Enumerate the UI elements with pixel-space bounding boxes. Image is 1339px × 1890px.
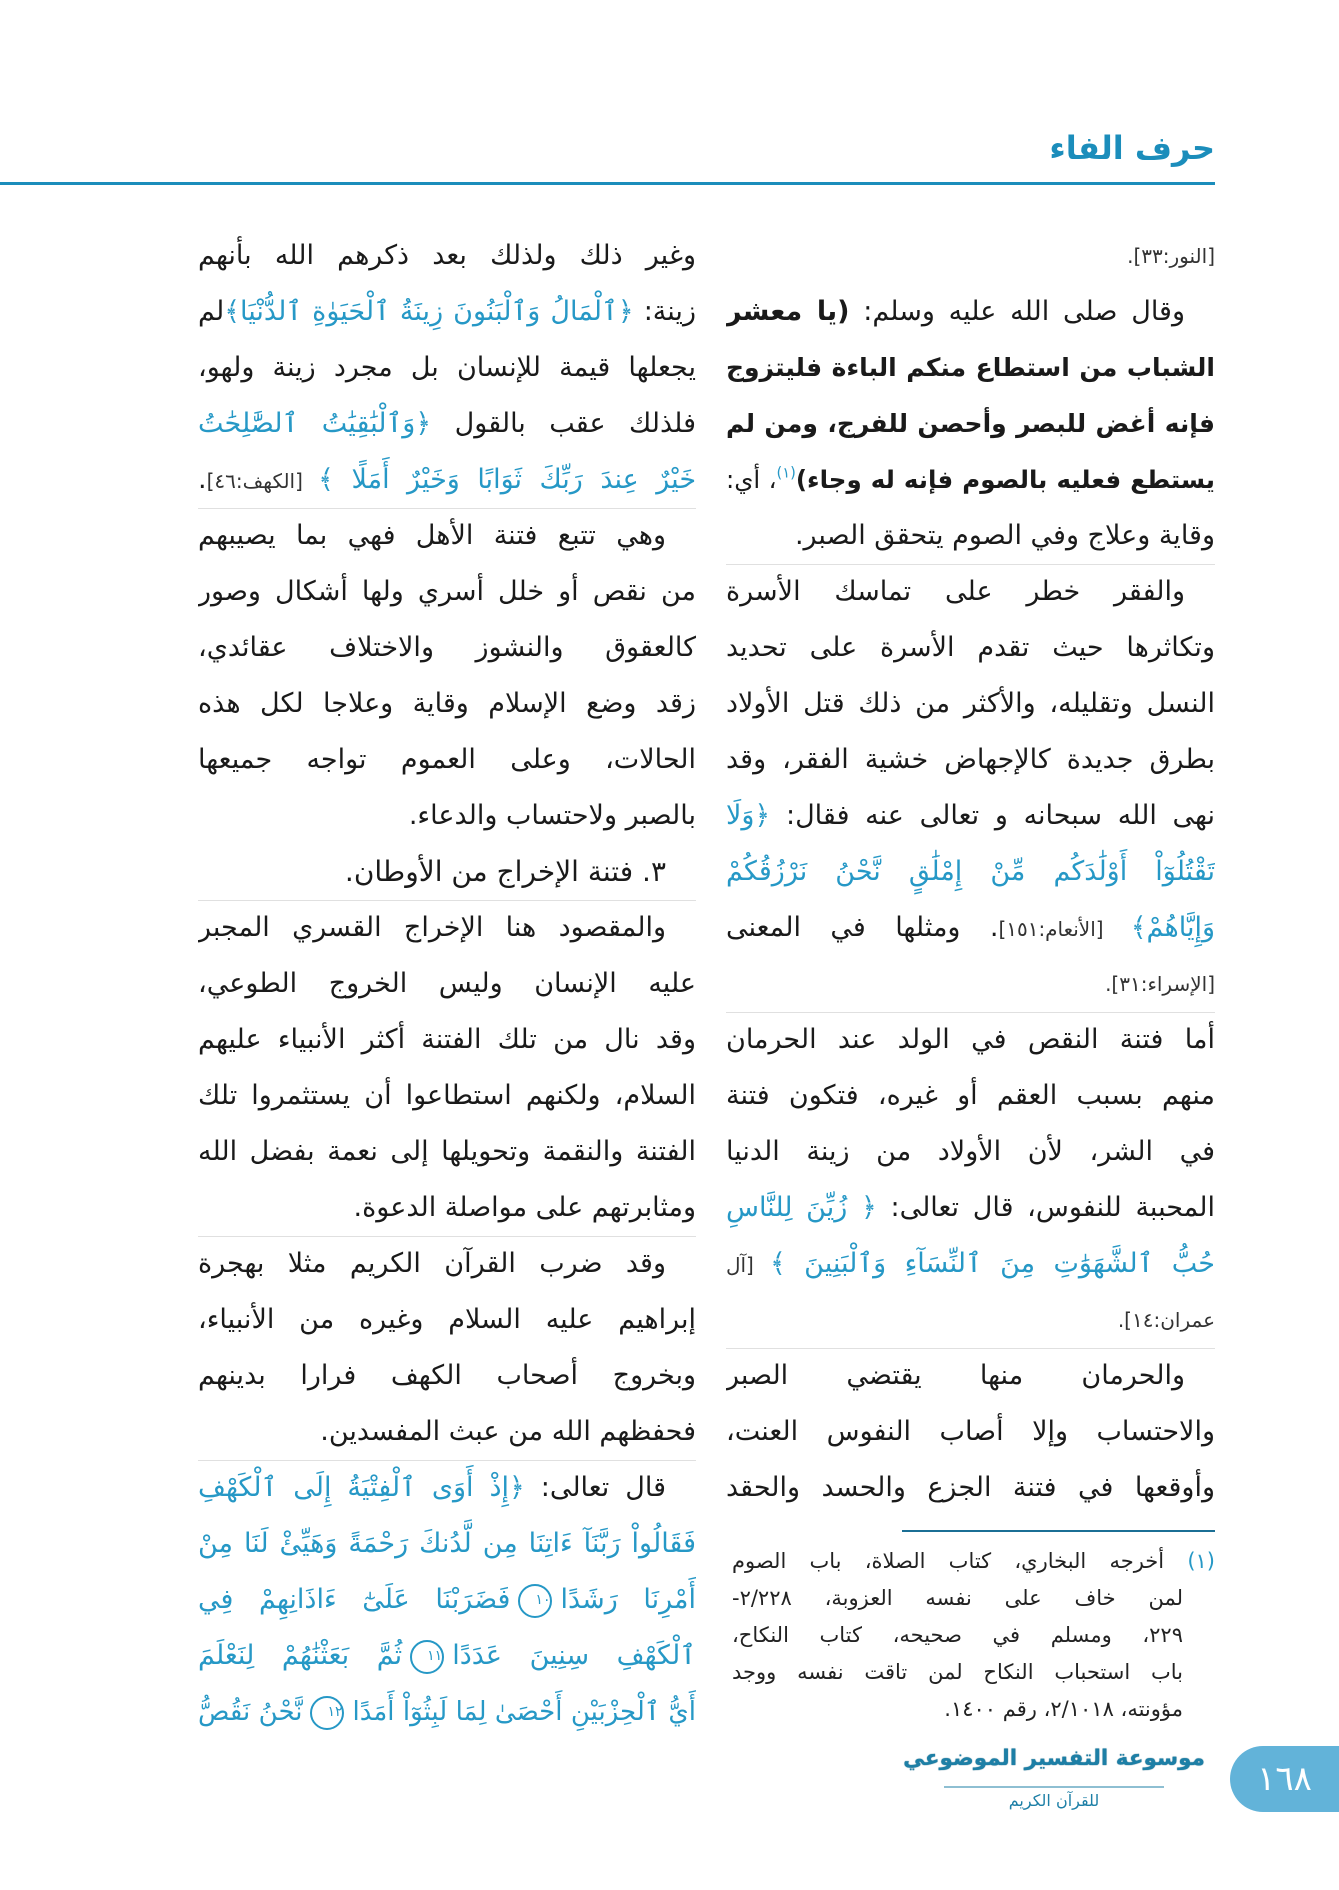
footnote-line <box>732 1543 1215 1580</box>
paragraph-line: بالصبر ولاحتساب والدعاء. <box>408 800 696 831</box>
quran-text: ثُمَّ بَعَثْنَٰهُمْ لِنَعْلَمَ <box>198 1640 403 1671</box>
paragraph-line: ومثابرتهم على مواصلة الدعوة. <box>353 1192 696 1223</box>
paragraph-line <box>726 452 1215 508</box>
quran-text: ﴿وَٱلْبَٰقِيَٰتُ ٱلصَّٰلِحَٰتُ <box>198 408 432 439</box>
paragraph-line: وقاية وعلاج وفي الصوم يتحقق الصبر. <box>794 520 1215 551</box>
paragraph-line <box>726 1236 1215 1292</box>
text-segment: ، أي: <box>726 465 777 494</box>
paragraph-line <box>198 284 696 340</box>
quran-text: ﴿ٱلْمَالُ وَٱلْبَنُونَ زِينَةُ ٱلْحَيَوٰةِ ٱلدُّنْيَا﴾ <box>224 296 634 327</box>
text-segment: . ومثلها في المعنى <box>726 912 999 943</box>
quran-text: ﴿ زُيِّنَ لِلنَّاسِ <box>726 1192 877 1223</box>
citation-line: عمران:١٤]. <box>1117 1308 1215 1332</box>
quran-text: ﴿وَلَا <box>726 800 771 831</box>
text-segment: المحببة للنفوس، قال تعالى: <box>876 1192 1215 1223</box>
paragraph-line <box>198 1460 696 1516</box>
paragraph-line: منهم بسبب العقم أو غيره، فتكون فتنة <box>726 1080 1215 1111</box>
paragraph-line <box>198 396 696 452</box>
footnote-marker: (١) <box>1164 1549 1215 1573</box>
quran-text: أَمْرِنَا رَشَدًا <box>560 1584 696 1615</box>
quran-line <box>198 1684 696 1740</box>
chapter-header-title: حرف الفاء <box>1049 129 1215 167</box>
quran-text: وَإِيَّاهُمْ﴾ <box>1130 912 1215 943</box>
left-column <box>198 228 696 1740</box>
paragraph-line: وأوقعها في فتنة الجزع والحسد والحقد <box>726 1472 1215 1503</box>
paragraph-line: والفقر خطر على تماسك الأسرة <box>726 564 1215 620</box>
quran-text: خَيْرٌ عِندَ رَبِّكَ ثَوَابًا وَخَيْرٌ أَمَلًا ﴾ <box>318 464 696 495</box>
paragraph-line: إبراهيم عليه السلام وغيره من الأنبياء، <box>198 1304 696 1335</box>
paragraph-line: الحالات، وعلى العموم تواجه جميعها <box>198 744 696 775</box>
quran-line: تَقْتُلُوٓاْ أَوْلَٰدَكُم مِّنْ إِمْلَٰقٍ نَّحْنُ نَرْزُقُكُمْ <box>726 856 1215 887</box>
ayah-number-marker: ١٢ <box>310 1696 344 1730</box>
paragraph-line: كالعقوق والنشوز والاختلاف عقائدي، <box>198 632 696 663</box>
text-segment: لم <box>198 296 225 327</box>
paragraph-line: والاحتساب وإلا أصاب النفوس العنت، <box>726 1416 1215 1447</box>
paragraph-line: أما فتنة النقص في الولد عند الحرمان <box>726 1012 1215 1068</box>
footnote-rule <box>902 1530 1215 1532</box>
paragraph-line <box>198 452 696 508</box>
encyclopedia-logo <box>902 1732 1206 1824</box>
quran-text: فَضَرَبْنَا عَلَىٰٓ ءَاذَانِهِمْ فِي <box>198 1584 511 1615</box>
citation: [الكهف:٤٦] <box>206 469 319 493</box>
text-segment: زينة: <box>633 296 696 327</box>
text-segment: فلذلك عقب بالقول <box>431 408 696 439</box>
paragraph-line: عليه الإنسان وليس الخروج الطوعي، <box>198 968 696 999</box>
paragraph-line: الفتنة والنقمة وتحويلها إلى نعمة بفضل الله <box>198 1136 696 1167</box>
text-segment: قال تعالى: <box>524 1472 666 1503</box>
citation-line: [النور:٣٣]. <box>1127 244 1215 268</box>
footnote-line: ٢٢٩، ومسلم في صحيحه، كتاب النكاح، <box>732 1623 1183 1647</box>
page-number: ١٦٨ <box>1230 1746 1339 1812</box>
paragraph-line <box>726 788 1215 844</box>
hadith-text: يستطع فعليه بالصوم فإنه له وجاء) <box>795 465 1215 494</box>
section-heading: ٣. فتنة الإخراج من الأوطان. <box>344 855 666 888</box>
paragraph-line: بطرق جديدة كالإجهاض خشية الفقر، وقد <box>726 744 1215 775</box>
paragraph-line: يجعلها قيمة للإنسان بل مجرد زينة ولهو، <box>198 352 696 383</box>
quran-line <box>198 1628 696 1684</box>
quran-text: ٱلْكَهْفِ سِنِينَ عَدَدًا <box>452 1640 696 1671</box>
ayah-number-marker: ١١ <box>410 1640 444 1674</box>
logo-ornament <box>944 1786 1164 1788</box>
paragraph-line: وغير ذلك ولذلك بعد ذكرهم الله بأنهم <box>198 240 696 271</box>
text-segment: . <box>198 464 207 495</box>
header-rule <box>0 182 1215 185</box>
paragraph-line <box>726 900 1215 956</box>
paragraph-line: وقد نال من تلك الفتنة أكثر الأنبياء عليهم <box>198 1024 696 1055</box>
hadith-line: الشباب من استطاع منكم الباءة فليتزوج <box>726 353 1215 382</box>
paragraph-line: والحرمان منها يقتضي الصبر <box>726 1348 1215 1404</box>
ayah-number-marker: ١٠ <box>518 1584 552 1618</box>
paragraph-line <box>726 284 1215 340</box>
paragraph-line: وبخروج أصحاب الكهف فرارا بدينهم <box>198 1360 696 1391</box>
quran-text: نَّحْنُ نَقُصُّ <box>198 1697 303 1727</box>
paragraph-line: والمقصود هنا الإخراج القسري المجبر <box>198 900 696 956</box>
citation: [آل <box>726 1253 770 1277</box>
paragraph-line <box>726 1180 1215 1236</box>
hadith-line: فإنه أغض للبصر وأحصن للفرج، ومن لم <box>726 409 1215 438</box>
quran-line: فَقَالُواْ رَبَّنَآ ءَاتِنَا مِن لَّدُنكَ رَحْمَةً وَهَيِّئْ لَنَا مِنْ <box>198 1528 696 1559</box>
text-segment: نهى الله سبحانه و تعالى عنه فقال: <box>770 800 1215 831</box>
paragraph-line: وتكاثرها حيث تقدم الأسرة على تحديد <box>726 632 1215 663</box>
footnotes <box>732 1543 1215 1728</box>
paragraph-line: في الشر، لأن الأولاد من زينة الدنيا <box>726 1136 1215 1167</box>
hadith-text: (يا معشر <box>726 296 850 327</box>
quran-text: ﴿إِذْ أَوَى ٱلْفِتْيَةُ إِلَى ٱلْكَهْفِ <box>198 1472 525 1503</box>
citation-line: [الإسراء:٣١]. <box>1105 972 1215 996</box>
paragraph-line: من نقص أو خلل أسري ولها أشكال وصور <box>198 576 696 607</box>
logo-subtitle: للقرآن الكريم <box>1008 1791 1100 1810</box>
quran-line <box>198 1572 696 1628</box>
paragraph-line: النسل وتقليله، والأكثر من ذلك قتل الأولاد <box>726 688 1215 719</box>
footnote-line: مؤونته، ٢/١٠١٨، رقم ١٤٠٠. <box>944 1697 1183 1721</box>
paragraph-line: زقد وضع الإسلام وقاية وعلاجا لكل هذه <box>198 688 696 719</box>
footnote-line: لمن خاف على نفسه العزوبة، ٢/٢٢٨- <box>732 1586 1183 1610</box>
text-segment: أخرجه البخاري، كتاب الصلاة، باب الصوم <box>732 1549 1165 1573</box>
footnote-reference[interactable]: (١) <box>776 464 796 482</box>
logo-title: موسوعة التفسير الموضوعي <box>903 1746 1205 1771</box>
text-segment: وقال صلى الله عليه وسلم: <box>849 296 1185 327</box>
paragraph-line: وهي تتبع فتنة الأهل فهي بما يصيبهم <box>198 508 696 564</box>
right-column <box>726 228 1215 1516</box>
citation: [الأنعام:١٥١] <box>998 917 1131 941</box>
paragraph-line: وقد ضرب القرآن الكريم مثلا بهجرة <box>198 1236 696 1292</box>
quran-text: حُبُّ ٱلشَّهَوَٰتِ مِنَ ٱلنِّسَآءِ وَٱلْبَنِينَ ﴾ <box>769 1248 1215 1279</box>
quran-text: أَيُّ ٱلْحِزْبَيْنِ أَحْصَىٰ لِمَا لَبِثُوٓاْ أَمَدًا <box>352 1697 696 1727</box>
footnote-line: باب استحباب النكاح لمن تاقت نفسه ووجد <box>732 1660 1183 1684</box>
paragraph-line: السلام، ولكنهم استطاعوا أن يستثمروا تلك <box>198 1080 696 1111</box>
paragraph-line: فحفظهم الله من عبث المفسدين. <box>320 1416 696 1447</box>
